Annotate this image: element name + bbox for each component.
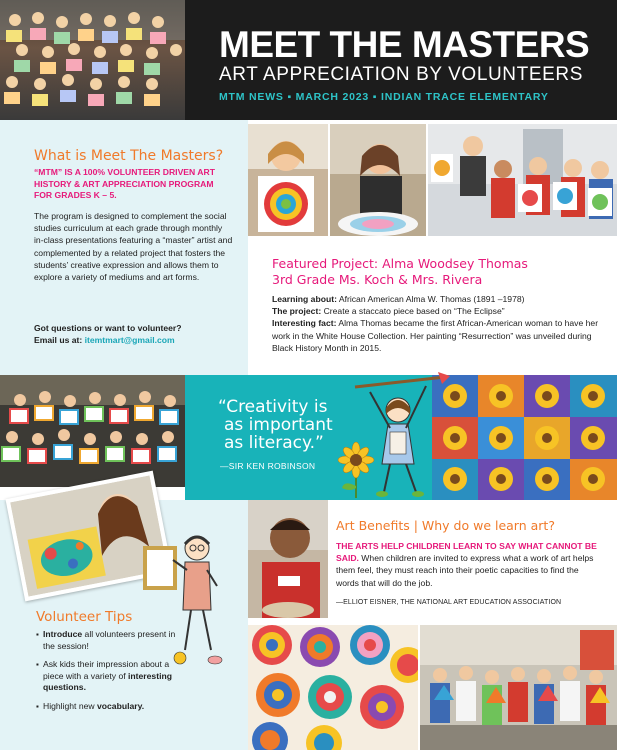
photo-class-holding-art <box>0 375 185 487</box>
class-group-photo-top <box>0 0 185 120</box>
tips-list <box>36 629 186 719</box>
project-text: Create a staccato piece based on “The Eclipse” <box>321 306 505 317</box>
tip2-bold: interesting questions. <box>43 670 172 692</box>
featured-fact <box>272 317 602 354</box>
quote-author: —SIR KEN ROBINSON <box>220 461 316 471</box>
page-subtitle: ART APPRECIATION BY VOLUNTEERS <box>219 64 583 85</box>
quote-text <box>218 398 333 452</box>
quote-line3: as literacy.” <box>224 433 324 453</box>
newsline: MTM NEWS ▪ MARCH 2023 ▪ INDIAN TRACE ELEMENTARY <box>219 91 549 103</box>
photo-concentric-circles-art <box>248 625 418 750</box>
artist-girl-illustration <box>350 372 450 500</box>
tips-heading: Volunteer Tips <box>36 609 133 625</box>
tip3-text: Highlight new <box>43 700 97 711</box>
benefits-lead: THE ARTS HELP CHILDREN LEARN TO SAY WHAT CANNOT BE SAID. <box>336 541 597 564</box>
photo-girl-painting <box>330 124 426 236</box>
photo-sunflower-wall <box>432 375 617 500</box>
quote-line1: “Creativity is <box>218 397 328 417</box>
fact-label: Interesting fact: <box>272 318 337 329</box>
intro-body: The program is designed to complement the social studies curriculum at each grade through monthly in-class presentations featuring a “master” artist and complemented by a related project that fosters the students’ creative expression and allows them to explore a variety of mediums and art forms. <box>34 211 233 283</box>
featured-project <box>272 305 602 317</box>
tip3-bold: vocabulary. <box>96 700 145 711</box>
tip2-text: Ask kids their impression about a piece with a variety of <box>43 659 170 681</box>
benefits-citation: —ELLIOT EISNER, THE NATIONAL ART EDUCATION ASSOCIATION <box>336 599 562 606</box>
email-line <box>34 334 239 346</box>
featured-learning <box>272 293 602 305</box>
project-label: The project: <box>272 306 322 317</box>
photo-girl-with-painting <box>248 124 328 236</box>
featured-heading <box>272 256 528 287</box>
tip1-text: all volunteers present in the session! <box>43 629 176 651</box>
intro-lead: “MTM” IS A 100% VOLUNTEER DRIVEN ART HISTORY & ART APPRECIATION PROGRAM FOR GRADES K – 5. <box>34 167 215 200</box>
tip1-bold: Introduce <box>43 629 83 639</box>
questions-text: Got questions or want to volunteer? <box>34 323 182 333</box>
intro-heading: What is Meet The Masters? <box>34 148 224 164</box>
tip-item <box>36 659 186 694</box>
featured-heading-line1: Featured Project: Alma Woodsey Thomas <box>272 256 528 271</box>
benefits-text: When children are invited to express what a work of art helps them feel, they must reach into their poetic capacities to find the words that will do the job. <box>336 553 594 588</box>
benefits-body <box>336 540 598 589</box>
featured-body <box>272 293 602 354</box>
learning-text: African American Alma W. Thomas (1891 –1978) <box>336 294 525 304</box>
tip-item <box>36 701 186 713</box>
photo-classroom-group <box>428 124 617 236</box>
email-prefix: Email us at: <box>34 335 85 345</box>
email-link[interactable]: itemtmart@gmail.com <box>84 335 175 345</box>
learning-label: Learning about: <box>272 294 337 304</box>
photo-boy-smiling <box>248 500 328 618</box>
questions-block <box>34 322 239 346</box>
benefits-heading: Art Benefits | Why do we learn art? <box>336 518 555 533</box>
featured-heading-line2: 3rd Grade Ms. Koch & Mrs. Rivera <box>272 271 483 287</box>
fact-text: Alma Thomas became the first African-American woman to have her work in the White House Collection. Her painting “Resurrection” was unveiled during Black History Month in 2015. <box>272 318 599 353</box>
quote-line2: as important <box>224 415 333 435</box>
photo-classroom-sailboats <box>420 625 617 750</box>
tip-item <box>36 629 186 652</box>
page-title: MEET THE MASTERS <box>219 24 590 65</box>
